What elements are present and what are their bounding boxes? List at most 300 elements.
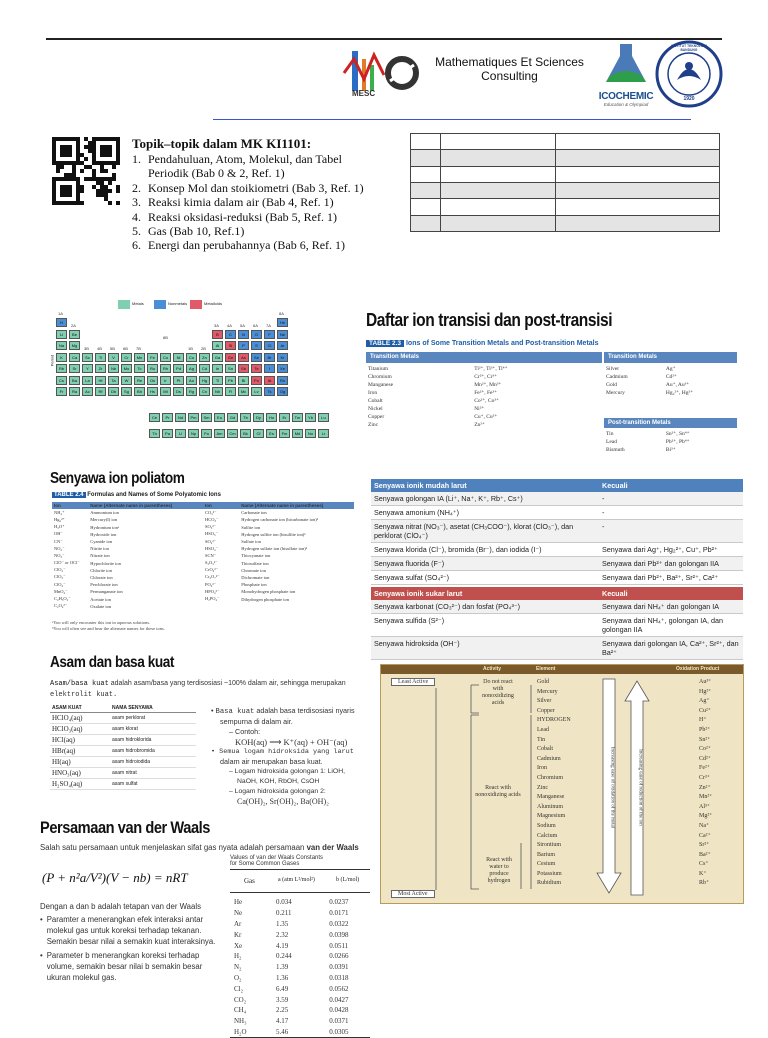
base-sub-1: – Logam hidroksida golongan 1: LiOH,: [229, 768, 346, 775]
empty-grid-cell: [556, 182, 720, 198]
ion-formula: Pb²⁺, Pb⁴⁺: [665, 439, 690, 445]
vdw-row: [230, 1027, 370, 1038]
element-cell: Na: [56, 341, 67, 350]
solubility-rule: Senyawa hidroksida (OH⁻): [371, 637, 599, 660]
element-cell: Ta: [108, 376, 119, 385]
ion-row: [366, 405, 602, 413]
element-cell: Sb: [238, 364, 249, 373]
polyatomic-caption-label: TABLE 2.4: [54, 492, 84, 498]
itb-seal: [655, 40, 723, 108]
vdw-a-value: 4.19: [276, 941, 289, 950]
polyatomic-name: Mercury(I) ion: [90, 517, 118, 523]
activity-product: Cd²⁺: [699, 755, 711, 762]
polyatomic-formula: C₂H₃O₂⁻: [54, 596, 71, 602]
ion-row: [604, 430, 737, 438]
metal-name: Titanium: [368, 366, 388, 372]
element-cell: Ga: [212, 353, 223, 362]
empty-grid-cell: [556, 166, 720, 182]
polyatomic-row: [52, 509, 354, 516]
vdw-table: [230, 855, 370, 1038]
element-cell: Am: [214, 429, 225, 438]
element-cell: Hs: [147, 387, 158, 396]
vdw-col-a: a (atm L²/mol²): [278, 877, 315, 883]
vdw-desc: Dengan a dan b adalah tetapan van der Waals: [40, 902, 201, 911]
element-cell: Po: [251, 376, 262, 385]
legend-label: Nonmetals: [168, 301, 188, 306]
strong-acid-name: asam hidrobromida: [112, 748, 155, 754]
metal-name: Nickel: [368, 406, 383, 412]
element-cell: Ts: [264, 387, 275, 396]
polyatomic-formula: SCN⁻: [204, 552, 217, 558]
vdw-row: [230, 940, 370, 951]
element-cell: Mt: [160, 387, 171, 396]
ion-row: [366, 389, 602, 397]
strong-acid-name: asam klorat: [112, 726, 138, 732]
polyatomic-formula: NO₃⁻: [54, 552, 65, 558]
element-cell: Ru: [147, 364, 158, 373]
legend-swatch: [118, 300, 130, 309]
transition-right-rows: [604, 365, 737, 397]
element-cell: Np: [188, 429, 199, 438]
vdw-b-value: 0.0305: [329, 1027, 349, 1036]
vdw-bullet-a-text: Paramter a menerangkan efek interaksi antar molekul gas untuk koreksi terhadap tekanan. Semakin besar nilai a semakin kuat interaksinya.: [46, 915, 216, 946]
polyatomic-name: Monohydrogen phosphate ion: [241, 589, 296, 595]
metal-name: Silver: [606, 366, 620, 372]
metal-name: Copper: [368, 414, 385, 420]
empty-grid-row: [411, 134, 720, 150]
strong-acid-formula: HCl(aq): [52, 736, 75, 744]
element-cell: Cr: [121, 353, 132, 362]
element-cell: Og: [277, 387, 288, 396]
element-cell: Ho: [266, 413, 277, 422]
element-cell: Tm: [292, 413, 303, 422]
empty-grid-cell: [411, 182, 441, 198]
vdw-row: [230, 1005, 370, 1016]
base-example-label: – Contoh:: [229, 727, 261, 736]
base-bullet-1-text: adalah basa terdisosiasi nyaris: [254, 706, 355, 715]
vdw-gas: CH₄: [234, 1006, 247, 1015]
solubility-rule: Senyawa amonium (NH₄⁺): [371, 506, 599, 520]
activity-element: Cadmium: [537, 755, 561, 762]
ion-row: [366, 421, 602, 429]
vdw-a-value: 0.244: [276, 952, 292, 961]
vdw-row: [230, 1016, 370, 1027]
topic-item: [132, 195, 412, 209]
vdw-bullet-b-text: Parameter b menerangkan koreksi terhadap volume, semakin besar nilai b semakin besar ukuran molekul gas.: [46, 951, 203, 982]
vdw-row: [230, 962, 370, 973]
vdw-row: [230, 908, 370, 919]
vdw-gas: Xe: [234, 941, 243, 950]
ion-row: [366, 373, 602, 381]
activity-elements: [537, 678, 571, 889]
vdw-b-value: 0.0398: [329, 930, 349, 939]
vdw-b-value: 0.0427: [329, 995, 349, 1004]
vdw-b-value: 0.0511: [329, 941, 349, 950]
vdw-gas: Cl₂: [234, 984, 244, 993]
empty-grid-table: [410, 133, 720, 232]
strong-acid-row: [50, 768, 196, 779]
topics-block: [132, 136, 412, 253]
polyatomic-heading: Senyawa ion poliatom: [50, 470, 185, 487]
element-cell: Kr: [277, 353, 288, 362]
ion-row: [604, 381, 737, 389]
element-cell: Sg: [121, 387, 132, 396]
polyatomic-formula: MnO₄⁻: [54, 588, 68, 594]
polyatomic-name: Chromate ion: [241, 567, 266, 573]
activity-element: Copper: [537, 707, 555, 714]
vdw-gas: H₂O: [234, 1027, 247, 1036]
element-cell: Fe: [147, 353, 158, 362]
polyatomic-rows: [52, 502, 354, 610]
polyatomic-name: Chlorite ion: [90, 567, 112, 573]
empty-grid-cell: [441, 182, 556, 198]
activity-product: Cr³⁺: [699, 774, 710, 781]
topic-text: Konsep Mol dan stoikiometri (Bab 3, Ref. 1): [148, 180, 364, 195]
empty-grid-row: [411, 182, 720, 198]
solubility-soluble: [371, 479, 743, 585]
polyatomic-name: Dichromate ion: [241, 574, 270, 580]
topic-number: 1.: [132, 152, 141, 166]
ion-formula: Zn²⁺: [474, 422, 485, 428]
element-cell: Cd: [199, 364, 210, 373]
empty-grid-row: [411, 215, 720, 231]
element-cell: Xe: [277, 364, 288, 373]
base-example-label-text: Contoh:: [235, 727, 261, 736]
transition-caption-text: Ions of Some Transition Metals and Post-transition Metals: [405, 340, 599, 347]
topics-title: Topik–topik dalam MK KI1101:: [132, 136, 312, 151]
group-label: 4B: [97, 346, 102, 351]
strong-acid-formula: HClO₄(aq): [52, 714, 83, 722]
element-cell: Lr: [318, 429, 329, 438]
polyatomic-formula: OH⁻: [54, 531, 63, 537]
activity-product: Cu²⁺: [699, 707, 711, 714]
topic-item: [132, 210, 412, 224]
activity-element: Lead: [537, 726, 549, 733]
vdw-row: [230, 994, 370, 1005]
group-label: 4A: [227, 323, 232, 328]
polyatomic-formula: CO₃²⁻: [204, 509, 217, 515]
element-cell: Be: [69, 330, 80, 339]
topic-item: [132, 166, 412, 180]
metal-name: Cadmium: [606, 374, 628, 380]
ion-formula: Ag⁺: [665, 366, 676, 372]
polyatomic-formula: SO₃²⁻: [204, 524, 217, 530]
vdw-intro: [40, 843, 380, 852]
element-cell: Cm: [227, 429, 238, 438]
element-cell: As: [238, 353, 249, 362]
metal-name: Bismuth: [606, 447, 625, 453]
element-cell: He: [277, 318, 288, 327]
element-cell: Sr: [69, 364, 80, 373]
element-cell: Si: [225, 341, 236, 350]
polyatomic-row: [52, 574, 354, 581]
base-sub-2: – Logam hidroksida golongan 2:: [229, 788, 326, 795]
polyatomic-formula: ClO₃⁻: [54, 574, 66, 580]
element-cell: Pt: [173, 376, 184, 385]
polyatomic-name: Hydrogen carbonate ion (bicarbonate ion)ᵇ: [241, 517, 319, 523]
base-bullet-1b: sempurna di dalam air.: [220, 717, 293, 726]
polyatomic-name: Thiosulfate ion: [241, 560, 269, 566]
vdw-b-value: 0.0266: [329, 952, 349, 961]
activity-product: H⁺: [699, 717, 707, 724]
base-bullet-2: • Semua logam hidroksida yang larut: [211, 748, 354, 756]
base-bullet-2-text: Semua logam hidroksida yang larut: [219, 748, 354, 756]
polyatomic-row: [52, 531, 354, 538]
topic-number: 4.: [132, 209, 141, 224]
activity-element: Potassium: [537, 870, 562, 877]
vdw-a-value: 2.32: [276, 930, 289, 939]
topic-number: 6.: [132, 238, 141, 253]
ion-row: [604, 373, 737, 381]
topic-item: [132, 224, 412, 238]
transition-left-rows: [366, 365, 602, 429]
vdw-intro-text: Salah satu persamaan untuk menjelaskan sifat gas nyata adalah persamaan: [40, 843, 307, 852]
base-sub-1b: NaOH, KOH, RbOH, CsOH: [237, 778, 320, 785]
vdw-a-value: 1.39: [276, 963, 289, 972]
element-cell: Tc: [134, 364, 145, 373]
acids-intro-end: elektrolit kuat.: [50, 691, 118, 699]
insoluble-header: Senyawa ionik sukar larut: [374, 589, 463, 598]
element-cell: Ar: [277, 341, 288, 350]
activity-element: Cobalt: [537, 746, 553, 753]
strong-base-notes: [211, 706, 366, 807]
solubility-exception: Senyawa dari golongan IA, Ca²⁺, Sr²⁺, dan Ba²⁺: [599, 637, 743, 660]
vdw-gas: Ar: [234, 919, 242, 928]
ion-row: [604, 438, 737, 446]
vdw-gas: H₂: [234, 952, 242, 961]
vdw-gas: Ne: [234, 909, 243, 918]
vdw-a-value: 1.35: [276, 919, 289, 928]
insoluble-except-header: Kecuali: [602, 589, 628, 598]
header-rule: [213, 119, 691, 120]
polyatomic-col-header: Ion: [204, 503, 212, 509]
activity-product: Fe²⁺: [699, 765, 710, 772]
element-cell: Rh: [160, 364, 171, 373]
vdw-gas: CO₂: [234, 995, 247, 1004]
polyatomic-footnote: ᵇYou will often see and hear the alternate names for these ions.: [52, 626, 165, 631]
acids-intro-strong: Asam/basa kuat: [50, 680, 109, 688]
topic-text: Reaksi oksidasi-reduksi (Bab 5, Ref. 1): [148, 209, 337, 224]
acids-intro-text: adalah asam/basa yang terdisosiasi ~100% dalam air, sehingga merupakan: [108, 680, 346, 687]
ion-row: [604, 389, 737, 397]
element-cell: Rn: [277, 376, 288, 385]
element-cell: Rg: [186, 387, 197, 396]
empty-grid-cell: [556, 199, 720, 215]
polyatomic-col-header: Name (Alternate name in parentheses): [241, 503, 324, 509]
activity-product: K⁺: [699, 870, 707, 877]
element-cell: La: [82, 376, 93, 385]
group-label: 5B: [110, 346, 115, 351]
solubility-insoluble: [371, 587, 743, 660]
element-cell: O: [251, 330, 262, 339]
element-cell: Sm: [201, 413, 212, 422]
element-cell: Mo: [121, 364, 132, 373]
vdw-equation: (P + n²a/V²)(V − nb) = nRT: [42, 870, 188, 885]
metal-name: Cobalt: [368, 398, 383, 404]
transition-caption-label: TABLE 2.3: [366, 340, 404, 347]
solubility-row: [371, 557, 743, 571]
polyatomic-formula: ClO₂⁻: [54, 567, 66, 573]
legend-label: Metals: [132, 301, 144, 306]
base-sub-2b: Ca(OH)₂, Sr(OH)₂, Ba(OH)₂: [237, 797, 329, 806]
element-cell: Ra: [69, 387, 80, 396]
solubility-exception: -: [599, 506, 743, 520]
polyatomic-name: Hypochlorite ion: [90, 560, 121, 566]
vdw-row: [230, 897, 370, 908]
vdw-a-value: 3.59: [276, 995, 289, 1004]
element-cell: Ds: [173, 387, 184, 396]
vdw-col-b: b (L/mol): [336, 877, 360, 883]
solubility-exception: Senyawa dari NH₄⁺ dan golongan IA: [599, 600, 743, 614]
polyatomic-row: [52, 595, 354, 602]
transition-table: [366, 338, 737, 466]
mesc-logo-text: MESC: [352, 89, 376, 98]
strong-acid-name: asam hidroiodida: [112, 759, 151, 765]
solubility-exception: Senyawa dari Pb²⁺, Ba²⁺, Sr²⁺, Ca²⁺: [599, 571, 743, 585]
empty-grid-cell: [441, 166, 556, 182]
vdw-a-value: 0.034: [276, 898, 292, 907]
metal-name: Mercury: [606, 390, 625, 396]
element-cell: Cf: [253, 429, 264, 438]
activity-products: [699, 678, 712, 889]
itb-seal-ring-text: INSTITUT TEKNOLOGI BANDUNG: [671, 44, 707, 52]
element-cell: F: [264, 330, 275, 339]
activity-note-1: Do not react with nonoxidizing acids: [482, 679, 514, 706]
metal-name: Iron: [368, 390, 378, 396]
org-line2: Consulting: [481, 69, 538, 83]
element-cell: Mc: [238, 387, 249, 396]
element-cell: Tl: [212, 376, 223, 385]
period-axis-label: Period: [49, 354, 55, 367]
group-label: 8B: [163, 335, 168, 340]
polyatomic-formula: SO₄²⁻: [204, 538, 217, 544]
activity-col-element: Element: [536, 666, 556, 672]
polyatomic-caption-text: Formulas and Names of Some Polyatomic Ions: [87, 492, 221, 498]
activity-series: [380, 664, 744, 904]
vdw-bullet-b: • Parameter b menerangkan koreksi terhadap volume, semakin besar nilai b semakin besar ukuran molekul gas.: [40, 950, 220, 983]
polyatomic-formula: H₂PO₄⁻: [204, 596, 220, 602]
group-label: 2A: [71, 323, 76, 328]
element-cell: Ce: [149, 413, 160, 422]
vdw-row: [230, 983, 370, 994]
legend-swatch: [190, 300, 202, 309]
vdw-row: [230, 973, 370, 984]
activity-element: Magnesium: [537, 813, 566, 820]
polyatomic-formula: CN⁻: [54, 538, 63, 544]
activity-col-oxidation: Oxidation Product: [676, 666, 720, 672]
empty-grid-cell: [411, 150, 441, 166]
topic-item: [132, 181, 412, 195]
element-cell: Tb: [240, 413, 251, 422]
element-cell: Hf: [95, 376, 106, 385]
polyatomic-name: [239, 603, 354, 610]
element-cell: Nd: [175, 413, 186, 422]
ion-formula: Au⁺, Au³⁺: [665, 382, 690, 388]
empty-grid-cell: [411, 215, 441, 231]
vdw-bullet-a: • Paramter a menerangkan efek interaksi antar molekul gas untuk koreksi terhadap tekanan. Semakin besar nilai a semakin kuat interaksinya.: [40, 914, 220, 947]
activity-product: Zn²⁺: [699, 784, 711, 791]
vdw-table-title-1: Values of van der Waals Constants: [230, 855, 324, 861]
vdw-a-value: 4.17: [276, 1017, 289, 1026]
solubility-row: [371, 543, 743, 557]
ion-formula: Sn²⁺, Sn⁴⁺: [665, 431, 690, 437]
element-cell: Eu: [214, 413, 225, 422]
vdw-a-value: 5.46: [276, 1027, 289, 1036]
activity-product: Mn²⁺: [699, 794, 713, 801]
vdw-b-value: 0.0322: [329, 919, 349, 928]
element-cell: Zr: [95, 364, 106, 373]
most-active-label: Most Active: [391, 890, 435, 898]
element-cell: Hg: [199, 376, 210, 385]
solubility-row: [371, 571, 743, 585]
activity-element: Silver: [537, 698, 552, 705]
base-bullet-2b: [211, 757, 366, 767]
element-cell: Ni: [173, 353, 184, 362]
group-label: 3B: [84, 346, 89, 351]
activity-product: Au³⁺: [699, 679, 712, 685]
element-cell: Zn: [199, 353, 210, 362]
element-cell: V: [108, 353, 119, 362]
activity-element: Calcium: [537, 832, 558, 839]
activity-element: Mercury: [537, 688, 558, 695]
base-bullet-1: • Basa kuat adalah basa terdisosiasi nyaris: [211, 706, 355, 716]
activity-product: Hg²⁺: [699, 688, 712, 695]
element-cell: Ge: [225, 353, 236, 362]
group-label: 6A: [253, 323, 258, 328]
element-cell: Th: [149, 429, 160, 438]
element-cell: Ac: [82, 387, 93, 396]
solubility-row: [371, 492, 743, 506]
polyatomic-name: Nitrite ion: [90, 546, 109, 552]
element-cell: Au: [186, 376, 197, 385]
activity-product: Na⁺: [699, 822, 710, 829]
topic-item: [132, 152, 412, 166]
polyatomic-formula: ClO⁻ or OCl⁻: [54, 560, 80, 566]
element-cell: Pa: [162, 429, 173, 438]
strong-acid-row: [50, 724, 196, 735]
vdw-table-rows: [230, 897, 370, 1037]
strong-acid-formula: HI(aq): [52, 758, 71, 766]
group-label: 7B: [136, 346, 141, 351]
element-cell: Ne: [277, 330, 288, 339]
polyatomic-formula: CrO₄²⁻: [204, 567, 219, 573]
strong-acid-table: [50, 704, 196, 790]
activity-note-2: React with nonoxidizing acids: [475, 785, 521, 798]
ion-row: [604, 446, 737, 454]
activity-element: Rubidium: [537, 880, 562, 887]
polyatomic-row: [52, 603, 354, 610]
strong-acid-name: asam perklorat: [112, 715, 146, 721]
group-label: 8A: [279, 311, 284, 316]
strong-acid-col-name: NAMA SENYAWA: [112, 705, 153, 711]
activity-element: Strontium: [537, 842, 562, 849]
periodic-table: [48, 298, 348, 458]
ion-formula: Ni²⁺: [474, 406, 485, 412]
solubility-row: [371, 637, 743, 660]
element-cell: Pd: [173, 364, 184, 373]
vdw-col-gas: Gas: [244, 877, 255, 885]
vdw-b-value: 0.0318: [329, 973, 349, 982]
ion-formula: Cr²⁺, Cr³⁺: [474, 374, 498, 380]
qr-code[interactable]: [52, 137, 120, 205]
element-cell: C: [225, 330, 236, 339]
ion-row: [366, 381, 602, 389]
solubility-exception: -: [599, 492, 743, 506]
solubility-row: [371, 614, 743, 637]
empty-grid-row: [411, 150, 720, 166]
topic-number: [132, 166, 148, 180]
polyatomic-row: [52, 524, 354, 531]
